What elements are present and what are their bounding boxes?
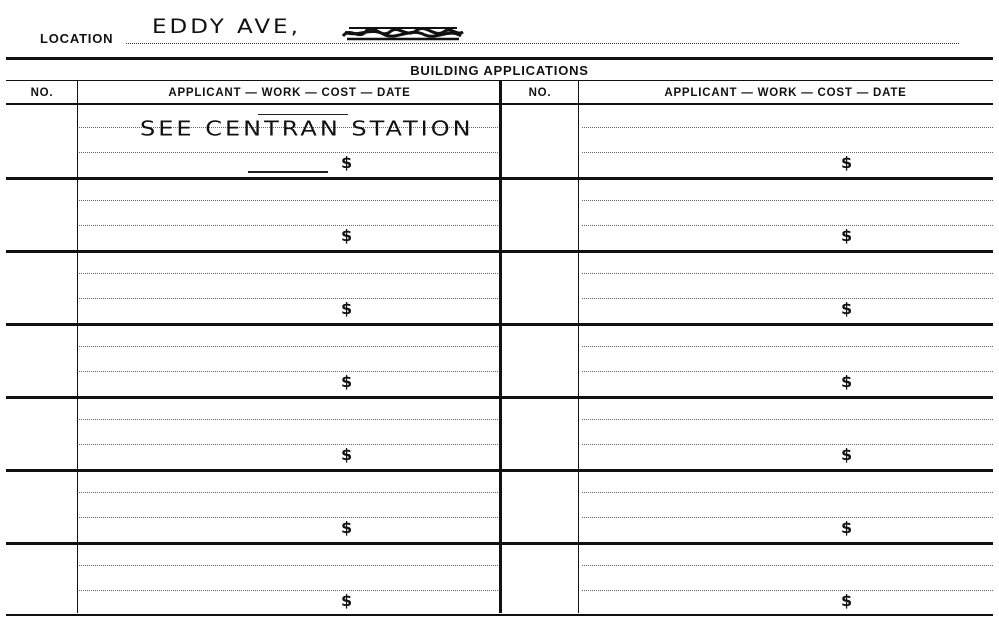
cost-dollar-sign: $ [841, 153, 853, 172]
writing-line [582, 225, 993, 226]
writing-line [79, 346, 498, 347]
entry-overline [258, 114, 348, 115]
row-separator [6, 323, 993, 326]
writing-line [79, 225, 498, 226]
writing-line [582, 200, 993, 201]
cost-dollar-sign: $ [341, 518, 353, 537]
scribbled-out-text [341, 22, 465, 44]
cost-dollar-sign: $ [841, 226, 853, 245]
column-divider [77, 80, 78, 613]
row-separator [6, 177, 993, 180]
writing-line [79, 419, 498, 420]
writing-line [582, 298, 993, 299]
writing-line [582, 127, 993, 128]
entry-underline [248, 171, 328, 173]
cost-dollar-sign: $ [341, 591, 353, 610]
location-value: EDDY AVE, [152, 16, 301, 39]
writing-line [79, 590, 498, 591]
writing-line [582, 419, 993, 420]
writing-line [79, 298, 498, 299]
writing-line [582, 346, 993, 347]
cost-dollar-sign: $ [341, 445, 353, 464]
row-separator [6, 250, 993, 253]
cost-dollar-sign: $ [841, 518, 853, 537]
header-applicant-right: APPLICANT — WORK — COST — DATE [664, 87, 907, 99]
writing-line [582, 273, 993, 274]
cost-dollar-sign: $ [341, 372, 353, 391]
location-label: LOCATION [40, 31, 114, 46]
row-separator [6, 396, 993, 399]
cost-dollar-sign: $ [341, 153, 353, 172]
cost-dollar-sign: $ [341, 299, 353, 318]
center-divider [499, 80, 502, 613]
writing-line [79, 444, 498, 445]
writing-line [582, 152, 993, 153]
table-title: BUILDING APPLICATIONS [410, 63, 589, 78]
writing-line [79, 371, 498, 372]
writing-line [582, 565, 993, 566]
cost-dollar-sign: $ [841, 299, 853, 318]
writing-line [582, 590, 993, 591]
writing-line [79, 492, 498, 493]
cost-dollar-sign: $ [841, 591, 853, 610]
writing-line [582, 371, 993, 372]
writing-line [79, 152, 498, 153]
bottom-rule [6, 614, 993, 616]
row-separator [6, 542, 993, 545]
top-rule [6, 57, 993, 60]
writing-line [79, 517, 498, 518]
cost-dollar-sign: $ [841, 445, 853, 464]
writing-line [79, 200, 498, 201]
header-applicant-left: APPLICANT — WORK — COST — DATE [168, 87, 411, 99]
writing-line [582, 492, 993, 493]
row-separator [6, 469, 993, 472]
writing-line [79, 273, 498, 274]
header-no-left: NO. [30, 87, 54, 99]
cost-dollar-sign: $ [841, 372, 853, 391]
header-no-right: NO. [528, 87, 552, 99]
location-dotted-line [126, 43, 959, 44]
entry-text: SEE CENTRAN STATION [140, 117, 474, 141]
column-divider [578, 80, 579, 613]
cost-dollar-sign: $ [341, 226, 353, 245]
writing-line [582, 444, 993, 445]
writing-line [582, 517, 993, 518]
writing-line [79, 565, 498, 566]
